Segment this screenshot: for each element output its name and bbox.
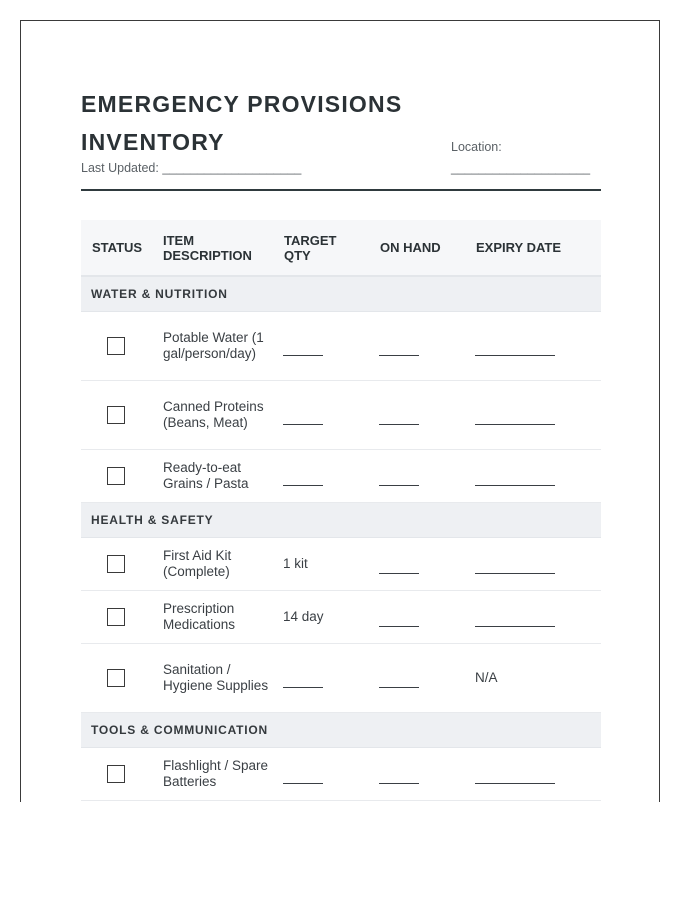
status-checkbox[interactable] bbox=[107, 467, 125, 485]
expiry-cell[interactable] bbox=[465, 381, 601, 450]
target-qty-blank bbox=[283, 771, 323, 784]
on-hand-blank bbox=[379, 771, 419, 784]
on-hand-blank bbox=[379, 473, 419, 486]
expiry-blank bbox=[475, 614, 555, 627]
last-updated-field[interactable] bbox=[81, 161, 301, 175]
expiry-blank bbox=[475, 771, 555, 784]
status-cell bbox=[81, 591, 153, 644]
status-checkbox[interactable] bbox=[107, 406, 125, 424]
table-row bbox=[81, 450, 601, 503]
on-hand-cell[interactable] bbox=[369, 381, 465, 450]
table-row bbox=[81, 591, 601, 644]
on-hand-blank bbox=[379, 675, 419, 688]
status-checkbox[interactable] bbox=[107, 337, 125, 355]
on-hand-blank bbox=[379, 561, 419, 574]
on-hand-cell[interactable] bbox=[369, 312, 465, 381]
item-description: Flashlight / Spare Batteries bbox=[153, 748, 273, 801]
expiry-value[interactable]: N/A bbox=[465, 644, 601, 713]
last-updated-label: Last Updated: bbox=[81, 161, 159, 175]
target-qty-blank bbox=[283, 675, 323, 688]
item-description: Potable Water (1 gal/person/day) bbox=[153, 312, 273, 381]
item-description: Ready-to-eat Grains / Pasta bbox=[153, 450, 273, 503]
column-header-on-hand: ON HAND bbox=[369, 220, 465, 276]
section-title: WATER & NUTRITION bbox=[81, 276, 601, 312]
location-blank[interactable]: ____________________ bbox=[451, 161, 591, 175]
section-header-row bbox=[81, 713, 601, 748]
sheet-header bbox=[81, 81, 601, 191]
target-qty-blank bbox=[283, 343, 323, 356]
on-hand-blank bbox=[379, 343, 419, 356]
target-qty-cell[interactable] bbox=[273, 644, 369, 713]
on-hand-cell[interactable] bbox=[369, 538, 465, 591]
expiry-blank bbox=[475, 561, 555, 574]
expiry-cell[interactable] bbox=[465, 591, 601, 644]
target-qty-value[interactable]: 14 day bbox=[273, 591, 369, 644]
inventory-sheet bbox=[20, 20, 660, 802]
on-hand-cell[interactable] bbox=[369, 644, 465, 713]
status-cell bbox=[81, 450, 153, 503]
target-qty-blank bbox=[283, 473, 323, 486]
item-description: First Aid Kit (Complete) bbox=[153, 538, 273, 591]
status-cell bbox=[81, 748, 153, 801]
expiry-cell[interactable] bbox=[465, 538, 601, 591]
expiry-cell[interactable] bbox=[465, 748, 601, 801]
section-title: HEALTH & SAFETY bbox=[81, 503, 601, 538]
status-cell bbox=[81, 538, 153, 591]
status-checkbox[interactable] bbox=[107, 669, 125, 687]
expiry-blank bbox=[475, 473, 555, 486]
section-header-row bbox=[81, 503, 601, 538]
expiry-blank bbox=[475, 412, 555, 425]
target-qty-cell[interactable] bbox=[273, 312, 369, 381]
on-hand-cell[interactable] bbox=[369, 450, 465, 503]
table-row bbox=[81, 644, 601, 713]
status-cell bbox=[81, 644, 153, 713]
table-row bbox=[81, 381, 601, 450]
column-header-status: STATUS bbox=[81, 220, 153, 276]
inventory-table bbox=[81, 220, 601, 801]
on-hand-cell[interactable] bbox=[369, 748, 465, 801]
item-description: Sanitation / Hygiene Supplies bbox=[153, 644, 273, 713]
table-header-row bbox=[81, 220, 601, 276]
status-checkbox[interactable] bbox=[107, 765, 125, 783]
column-header-item: ITEM DESCRIPTION bbox=[153, 220, 273, 276]
column-header-expiry-date: EXPIRY DATE bbox=[465, 220, 601, 276]
on-hand-blank bbox=[379, 412, 419, 425]
last-updated-blank: ____________________ bbox=[162, 161, 302, 175]
section-title: TOOLS & COMMUNICATION bbox=[81, 713, 601, 748]
item-description: Canned Proteins (Beans, Meat) bbox=[153, 381, 273, 450]
target-qty-value[interactable]: 1 kit bbox=[273, 538, 369, 591]
location-label: Location: bbox=[451, 140, 502, 154]
column-header-target-qty: TARGET QTY bbox=[273, 220, 369, 276]
target-qty-cell[interactable] bbox=[273, 450, 369, 503]
table-row bbox=[81, 312, 601, 381]
target-qty-blank bbox=[283, 412, 323, 425]
status-checkbox[interactable] bbox=[107, 555, 125, 573]
section-header-row bbox=[81, 276, 601, 312]
expiry-cell[interactable] bbox=[465, 312, 601, 381]
target-qty-cell[interactable] bbox=[273, 381, 369, 450]
table-row bbox=[81, 538, 601, 591]
page-title: EMERGENCY PROVISIONS INVENTORY bbox=[81, 91, 403, 155]
status-cell bbox=[81, 381, 153, 450]
expiry-cell[interactable] bbox=[465, 450, 601, 503]
table-row bbox=[81, 748, 601, 801]
item-description: Prescription Medications bbox=[153, 591, 273, 644]
expiry-blank bbox=[475, 343, 555, 356]
status-cell bbox=[81, 312, 153, 381]
status-checkbox[interactable] bbox=[107, 608, 125, 626]
on-hand-cell[interactable] bbox=[369, 591, 465, 644]
on-hand-blank bbox=[379, 614, 419, 627]
target-qty-cell[interactable] bbox=[273, 748, 369, 801]
